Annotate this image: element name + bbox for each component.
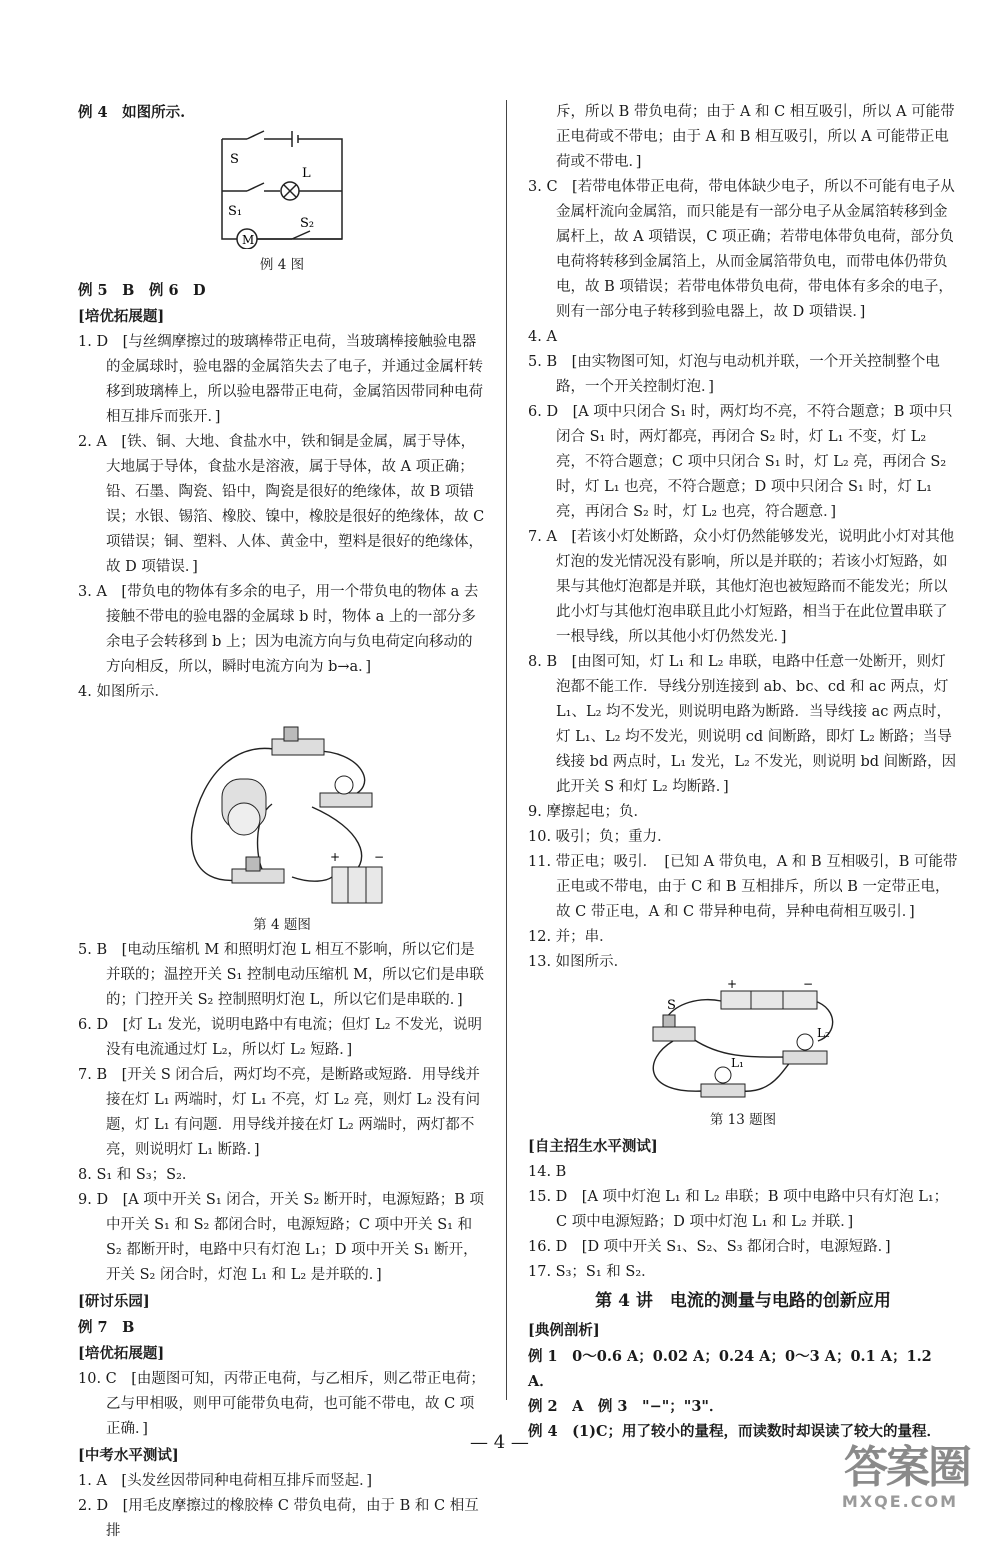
label-l1: L₁ [731,1056,744,1070]
physical-circuit-q4 [162,709,402,909]
answer-item: 3. A [带负电的物体有多余的电子，用一个带负电的物体 a 去接触不带电的验电器的金属球 b 时，物体 a 上的一部分多余电子会转移到 b 上；因为电流方向与负电荷定向移动的方向相反，所以，瞬时电流方向为 b→a．] [78,584,479,675]
answer-continuation: 斥，所以 B 带负电荷；由于 A 和 C 相互吸引，所以 A 可能带正电荷或不带电；由于 A 和 B 相互吸引，所以 A 可能带正电荷或不带电．] [556,104,955,170]
label-l: L [302,166,311,181]
answer-item: 5. B [电动压缩机 M 和照明灯泡 L 相互不影响，所以它们是并联的；温控开关 S₁ 控制电动压缩机 M，所以它们是串联的；门控开关 S₂ 控制照明灯泡 L，所以它们是串联的．] [78,942,484,1008]
section-heading: [培优拓展题] [78,1345,165,1362]
answer-item: 3. C [若带电体带正电荷，带电体缺少电子，所以不可能有电子从金属杆流向金属箔，而只能是有一部分电子从金属箔转移到金属杆上，故 A 项错误，C 项正确；若带电体带负电荷，部分负电荷将转移到金属箔上，从而金属箔带负电，而带电体仍带负电，故 B 项错误；若带电体带负电荷，带电体有多余的电子，则有一部分电子转移到验电器上，故 D 项错误．] [528,179,955,320]
answer-item: 9. D [A 项中开关 S₁ 闭合，开关 S₂ 断开时，电源短路；B 项中开关 S₁ 和 S₂ 都闭合时，电源短路；C 项中开关 S₁ 和 S₂ 都断开时，电路中只有灯泡 L₁；D 项中开关 S₁ 断开，开关 S₂ 闭合时，灯泡 L₁ 和 L₂ 是并联的．] [78,1192,484,1283]
answer-item: 16. D [D 项中开关 S₁、S₂、S₃ 都闭合时，电源短路．] [528,1239,891,1255]
label-l2: L₂ [817,1026,830,1040]
answer-item: 1. D [与丝绸摩擦过的玻璃棒带正电荷，当玻璃棒接触验电器的金属球时，验电器的金属箔失去了电子，并通过金属杆转移到玻璃棒上，所以验电器带正电荷，金属箔因带同种电荷相互排斥而张开．] [78,334,483,425]
answer-item: 12. 并；串． [528,929,614,945]
example-2-3: 例 2 A 例 3 "−"；"3"． [528,1398,724,1415]
answer-item: 6. D [灯 L₁ 发光，说明电路中有电流；但灯 L₂ 不发光，说明没有电流通过灯 L₂，所以灯 L₂ 短路．] [78,1017,483,1058]
answer-item: 13. 如图所示． [528,954,629,970]
example-5-6: 例 5 B 例 6 D [78,282,206,299]
label-s1: S₁ [228,204,243,219]
watermark-url: MXQE.COM [841,1492,958,1511]
figure-question-4 [162,709,402,909]
section-heading: [自主招生水平测试] [528,1138,658,1155]
example-4: 例 4 如图所示. [78,104,186,121]
watermark-logo: 答案圈 [844,1442,970,1493]
page-number: — 4 — [470,1432,529,1453]
example-1: 例 1 0～0.6 A；0.02 A；0.24 A；0～3 A；0.1 A；1.2 A． [528,1348,932,1390]
label-s2: S₂ [300,216,315,231]
lecture-heading: 第 4 讲 电流的测量与电路的创新应用 [595,1291,891,1311]
right-column [528,100,958,1444]
figure-question-13 [633,979,853,1104]
battery-minus: − [803,979,814,991]
example-7: 例 7 B [78,1319,135,1336]
figure-caption: 第 4 题图 [253,917,311,933]
answer-item: 7. B [开关 S 闭合后，两灯均不亮，是断路或短路．用导线并接在灯 L₁ 两端时，灯 L₁ 不亮，灯 L₂ 亮，则灯 L₂ 没有问题，灯 L₁ 有问题．用导线并接在灯 L₂ 两端时，两灯都不亮，则说明灯 L₁ 断路．] [78,1067,481,1158]
answer-item: 2. A [铁、铜、大地、食盐水中，铁和铜是金属，属于导体，大地属于导体，食盐水是溶液，属于导体，故 A 项正确；铅、石墨、陶瓷、铅中，陶瓷是很好的绝缘体，故 B 项错误；水银、锡箔、橡胶、镍中，橡胶是很好的绝缘体，故 C 项错误；铜、塑料、人体、黄金中，塑料是很好的绝缘体，故 D 项错误．] [78,434,485,575]
circuit-diagram-ex4 [192,129,372,249]
physical-circuit-q13 [633,979,853,1104]
label-m: M [242,233,255,247]
section-heading: [典例剖析] [528,1322,600,1339]
label-s: S [230,152,239,167]
answer-item: 14. B [528,1164,567,1180]
answer-item: 8. B [由图可知，灯 L₁ 和 L₂ 串联，电路中任意一处断开，则灯泡都不能工作．导线分别连接到 ab、bc、cd 和 ac 两点，灯 L₁、L₂ 均不发光，则说明电路为断路．当导线接 ac 两点时，灯 L₁、L₂ 均不发光，则说明 cd 间断路，即灯 L₂ 断路；当导线接 bd 两点时，L₁ 发光，L₂ 不发光，则说明 bd 间断路，因此开关 S 和灯 L₂ 均断路．] [528,654,957,795]
answer-item: 15. D [A 项中灯泡 L₁ 和 L₂ 串联；B 项中电路中只有灯泡 L₁；C 项中电源短路；D 项中灯泡 L₁ 和 L₂ 并联．] [528,1189,949,1230]
answer-item: 10. C [由题图可知，丙带正电荷，与乙相斥，则乙带正电荷；乙与甲相吸，则甲可能带负电荷，也可能不带电，故 C 项正确．] [78,1371,485,1437]
answer-item: 9. 摩擦起电；负． [528,804,648,820]
answer-item: 10. 吸引；负；重力． [528,829,672,845]
figure-example-4 [192,129,372,249]
answer-item: 1. A [头发丝因带同种电荷相互排斥而竖起．] [78,1473,372,1489]
section-heading: [培优拓展题] [78,308,165,325]
answer-item: 5. B [由实物图可知，灯泡与电动机并联，一个开关控制整个电路，一个开关控制灯泡．] [528,354,940,395]
section-heading: [研讨乐园] [78,1293,150,1310]
answer-item: 6. D [A 项中只闭合 S₁ 时，两灯均不亮，不符合题意；B 项中只闭合 S₁ 时，两灯都亮，再闭合 S₂ 时，灯 L₁ 不变，灯 L₂ 亮，不符合题意；C 项中只闭合 S₁ 时，灯 L₂ 亮，再闭合 S₂ 时，灯 L₁ 也亮，不符合题意；D 项中只闭合 S₁ 时，灯 L₁ 亮，再闭合 S₂ 时，灯 L₂ 也亮，符合题意．] [528,404,953,520]
answer-item: 17. S₃；S₁ 和 S₂． [528,1264,656,1280]
label-s: S [667,998,676,1013]
battery-minus: − [374,850,385,864]
answer-item: 4. 如图所示． [78,684,169,700]
column-divider [506,100,507,1400]
figure-caption: 例 4 图 [259,257,305,273]
example-4: 例 4 (1)C；用了较小的量程，而读数时却误读了较大的量程． [528,1423,941,1440]
battery-plus: + [330,850,341,864]
figure-caption: 第 13 题图 [709,1112,777,1128]
answer-item: 8. S₁ 和 S₃；S₂． [78,1167,197,1183]
left-column [78,100,486,1544]
answer-item: 2. D [用毛皮摩擦过的橡胶棒 C 带负电荷，由于 B 和 C 相互排 [78,1498,479,1539]
answer-item: 4. A [528,329,557,345]
section-heading: [中考水平测试] [78,1447,179,1464]
answer-item: 7. A [若该小灯处断路，众小灯仍然能够发光，说明此小灯对其他灯泡的发光情况没有影响，所以是并联的；若该小灯短路，如果与其他灯泡都是并联，其他灯泡也被短路而不能发光；所以此小灯与其他灯泡串联且此小灯短路，相当于在此位置串联了一根导线，所以其他小灯仍然发光．] [528,529,955,645]
answer-item: 11. 带正电；吸引． [已知 A 带负电，A 和 B 互相吸引，B 可能带正电或不带电，由于 C 和 B 互相排斥，所以 B 一定带正电，故 C 带正电，A 和 C 带异种电荷，异种电荷相互吸引．] [528,854,958,920]
battery-plus: + [727,979,738,991]
